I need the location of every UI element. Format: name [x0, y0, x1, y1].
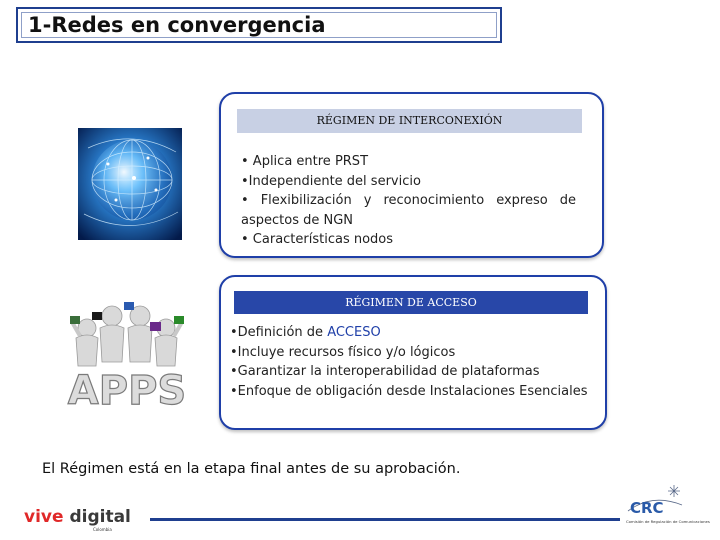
brand-part2: digital [69, 507, 131, 527]
interconexion-list [241, 152, 576, 250]
apps-people-image [62, 292, 192, 414]
apps-label: APPS [67, 368, 187, 414]
brand-sub: Colombia [93, 527, 112, 532]
globe-network-image [78, 128, 182, 240]
list-item: • Flexibilización y reconocimiento expreso de aspectos de NGN [241, 193, 576, 228]
list-item: •Garantizar la interoperabilidad de plataformas [230, 364, 540, 379]
list-item [230, 323, 596, 343]
acceso-item1-prefix: •Definición de [230, 325, 328, 340]
slide-title-box [16, 7, 502, 43]
slide-title: 1-Redes en convergencia [28, 13, 326, 37]
list-item: •Independiente del servicio [241, 173, 421, 189]
crc-logo-text: CRC [630, 499, 664, 517]
list-item: •Incluye recursos físico y/o lógicos [230, 344, 456, 360]
crc-subtitle: Comisión de Regulación de Comunicaciones [626, 519, 710, 524]
list-item: • Aplica entre PRST [241, 154, 369, 169]
acceso-highlight: ACCESO [327, 325, 381, 340]
crc-logo [622, 483, 710, 535]
footer-divider [150, 518, 620, 521]
acceso-header: RÉGIMEN DE ACCESO [234, 291, 588, 314]
list-item: •Enfoque de obligación desde Instalaciones Esenciales [230, 383, 588, 399]
interconexion-header: RÉGIMEN DE INTERCONEXIÓN [237, 109, 582, 133]
approval-note: El Régimen está en la etapa final antes de su aprobación. [42, 461, 461, 477]
brand-part1: vive [24, 507, 70, 527]
vive-digital-logo [24, 507, 131, 527]
acceso-list [230, 323, 596, 401]
list-item: • Características nodos [241, 232, 394, 247]
